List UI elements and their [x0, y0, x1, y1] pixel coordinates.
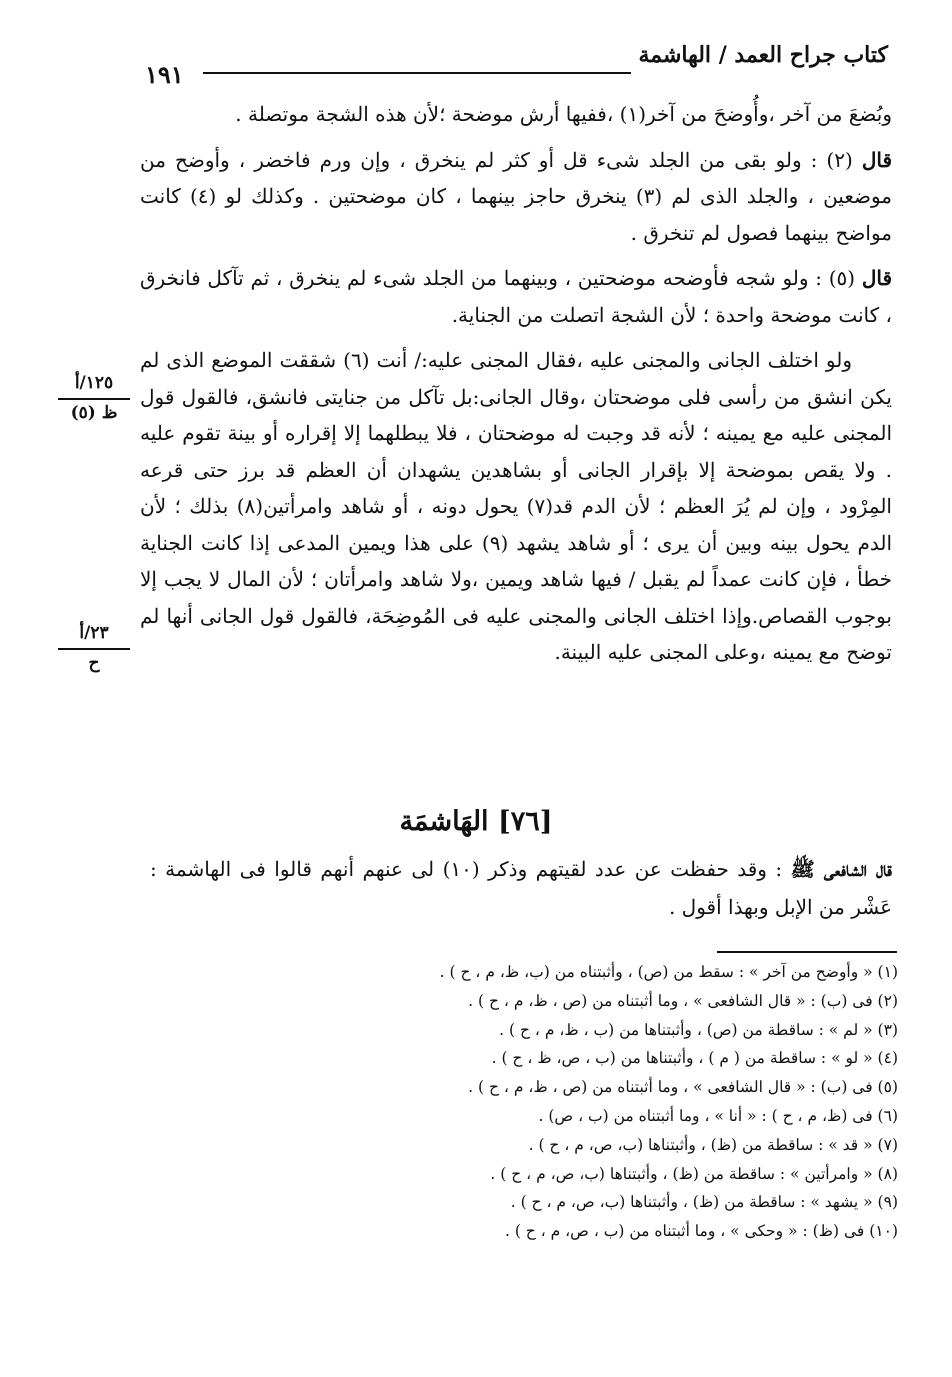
paragraph-4: [140, 342, 892, 671]
paragraph-label: قال: [861, 147, 892, 172]
margin-reference: [58, 620, 130, 676]
section-heading: [٧٦] الهَاشمَة: [399, 806, 553, 837]
footnote: (٤) « لو » : ساقطة من ( م ) ، وأثبتناها من (ب ، ص، ظ ، ح ) .: [491, 1049, 898, 1068]
paragraph-1: [140, 96, 892, 133]
margin-reference: [58, 370, 130, 426]
section-label: قال الشافعى ﷺ: [790, 857, 892, 881]
paragraph-3: [140, 260, 892, 333]
footnote: (٦) فى (ظ، م ، ح ) : « أنا » ، وما أثبتناه من (ب ، ص) .: [538, 1106, 898, 1125]
footnote: (٩) « يشهد » : ساقطة من (ظ) ، وأثبتناها (ب، ص، م ، ح ) .: [510, 1193, 898, 1212]
section-paragraph: [150, 850, 892, 926]
header-rule: [203, 72, 631, 74]
paragraph-2: [140, 142, 892, 252]
footnote: (٢) فى (ب) : « قال الشافعى » ، وما أثبتناه من (ص ، ظ، م ، ح ) .: [468, 991, 898, 1010]
running-title: كتاب جراح العمد / الهاشمة: [638, 42, 888, 68]
footnote: (١٠) فى (ظ) : « وحكى » ، وما أثبتناه من (ب ، ص، م ، ح ) .: [504, 1222, 898, 1241]
margin-ref-manuscript: ح: [88, 653, 100, 673]
paragraph-text: (٢) : ولو بقى من الجلد شىء قل أو كثر لم ينخرق ، وإن ورم فاخضر ، وأوضح من موضعين ، والجلد الذى لم (٣) ينخرق حاجز بينهما ، كان موضحتين . وكذلك لو (٤) كانت مواضح بينهما فصول لم تنخرق .: [140, 147, 892, 245]
main-text: [140, 96, 892, 671]
paragraph-text: (٥) : ولو شجه فأوضحه موضحتين ، وبينهما من الجلد شىء لم ينخرق ، ثم تآكل فانخرق ، كانت موضحة واحدة ؛ لأن الشجة اتصلت من الجناية.: [140, 266, 892, 327]
footnote: (٥) فى (ب) : « قال الشافعى » ، وما أثبتناه من (ص ، ظ، م ، ح ) .: [468, 1078, 898, 1097]
paragraph-text: ولو اختلف الجانى والمجنى عليه ،فقال المجنى عليه:/ أنت (٦) شققت الموضع الذى لم يكن انشق من رأسى فلى موضحتان ،وقال الجانى:بل تآكل من جنايتى فانشق، فالقول قول المجنى عليه مع يمينه ؛ لأنه قد وجبت له موضحتان ، فلا يبطلهما إلا إقراره أو بينة تقوم عليه . ولا يقص بموضحة إلا بإقرار الجانى أو بشاهدين يشهدان أن العظم قد برز حتى قرعه المِرْود ، وإن لم يُرَ العظم ؛ لأن الدم قد(٧) يحول دونه ، أو شاهد وامرأتين(٨) بذلك ؛ لأن الدم يحول بينه وبين أن يرى ؛ أو شاهد يشهد (٩) على هذا ويمين المدعى إذا كانت الجناية خطأ ، فإن كانت عمداً لم يقبل / فيها شاهد ويمين ،ولا شاهد وامرأتان ؛ لأن المال لا يجب إلا بوجوب القصاص.وإذا اختلف الجانى والمجنى عليه فى المُوضِحَة، فالقول قول الجانى أنها لم توضح مع يمينه ،وعلى المجنى عليه البينة.: [140, 348, 893, 664]
footnote-rule: [717, 951, 897, 953]
margin-ref-folio: ١٢٥/أ: [58, 370, 130, 400]
page-number: ١٩١: [145, 60, 184, 89]
paragraph-text: وبُضعَ من آخر ،وأُوضحَ من آخر(١) ،ففيها أرش موضحة ؛لأن هذه الشجة موتصلة .: [235, 102, 892, 126]
footnote: (٧) « قد » : ساقطة من (ظ) ، وأثبتناها (ب، ص، م ، ح ) .: [528, 1135, 898, 1154]
margin-ref-manuscript: ظ (٥): [70, 403, 118, 423]
footnote: (١) « وأوضح من آخر » : سقط من (ص) ، وأثبتناه من (ب، ظ، م ، ح ) .: [439, 963, 898, 981]
margin-ref-folio: ٢٣/أ: [58, 620, 130, 650]
section-text: : وقد حفظت عن عدد لقيتهم وذكر (١٠) لى عنهم أنهم قالوا فى الهاشمة : عَشْر من الإبل وبهذا أقول .: [150, 857, 892, 919]
footnotes: [298, 958, 898, 1246]
footnote: (٨) « وامرأتين » : ساقطة من (ظ) ، وأثبتناها (ب، ص، م ، ح ) .: [490, 1164, 898, 1183]
footnote: (٣) « لم » : ساقطة من (ص) ، وأثبتناها من (ب ، ظ، م ، ح ) .: [499, 1020, 898, 1039]
paragraph-label: قال: [861, 266, 892, 290]
